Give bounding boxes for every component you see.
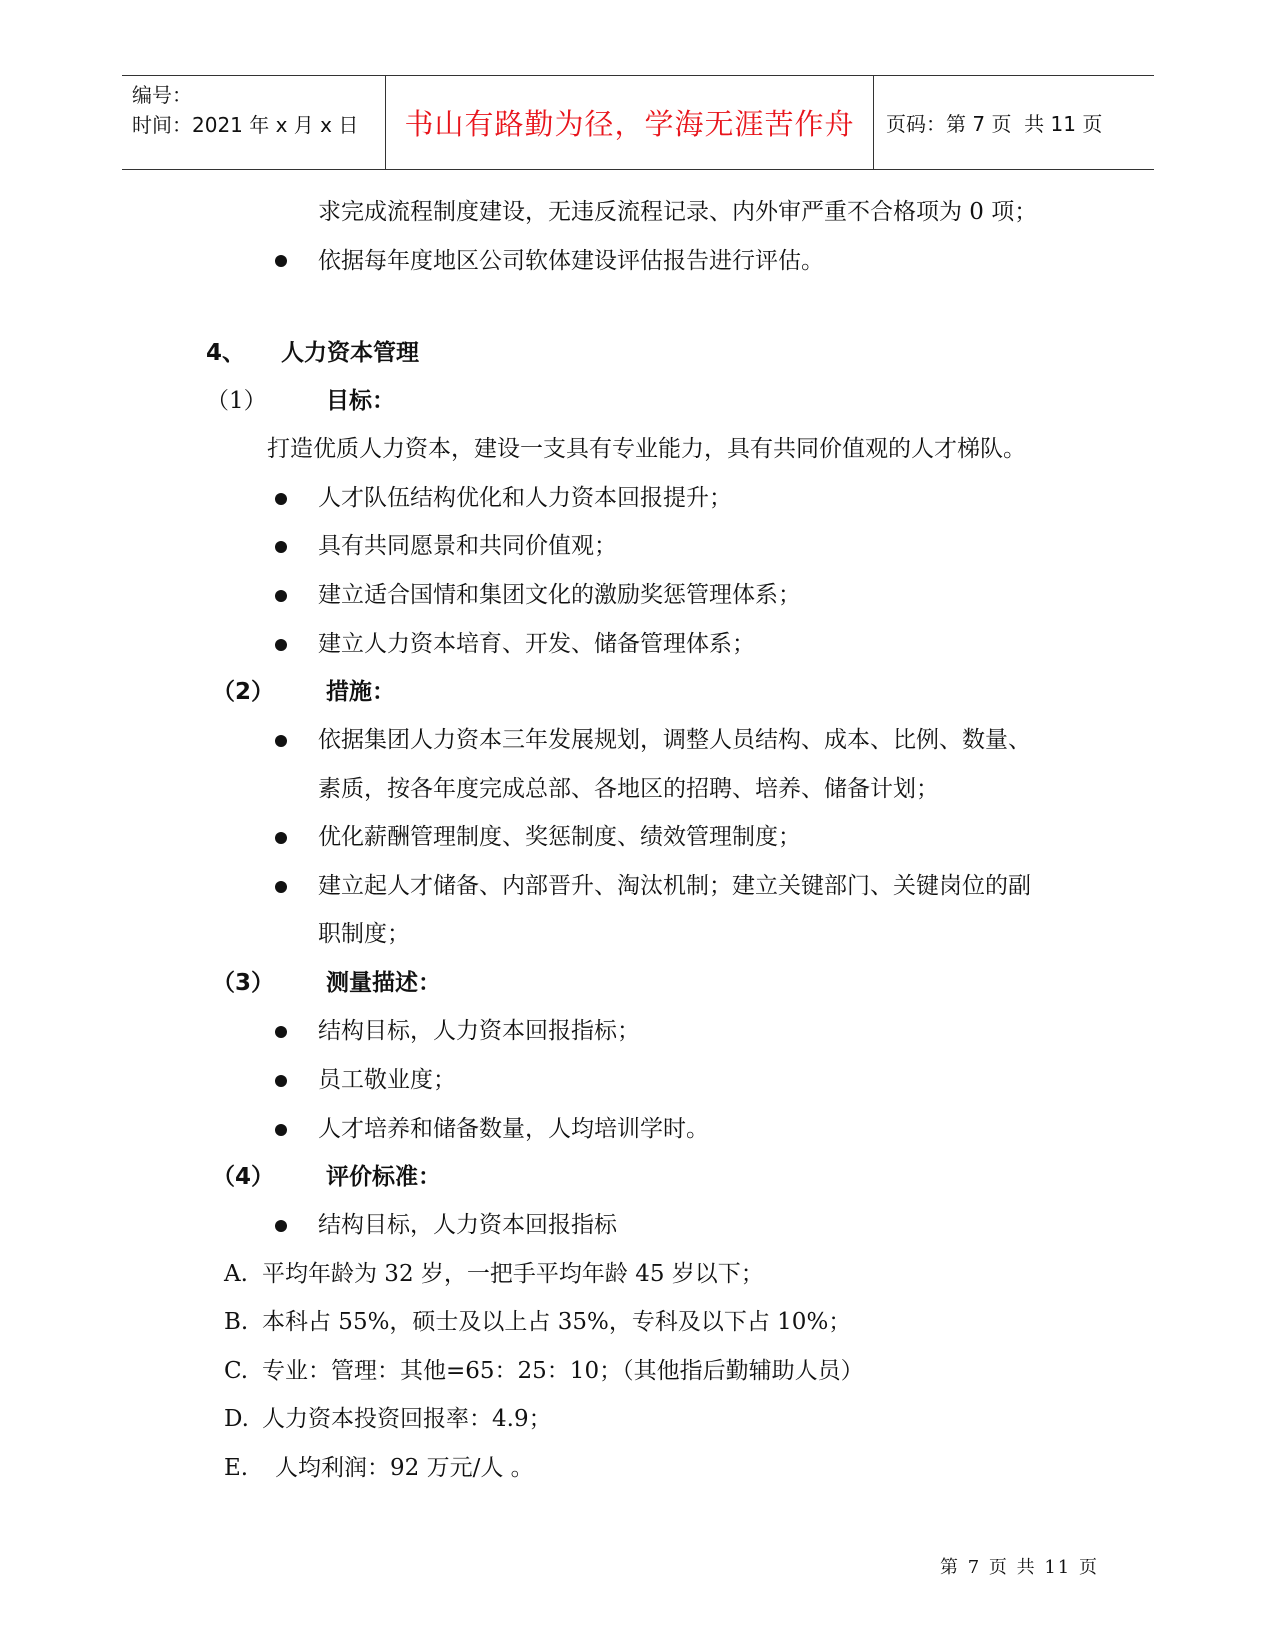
lettered-item-text: 平均年龄为 32 岁，一把手平均年龄 45 岁以下；	[262, 1261, 764, 1287]
section-number: 4、	[206, 340, 246, 366]
subsection-1-intro: 打造优质人力资本，建设一支具有专业能力，具有共同价值观的人才梯队。	[267, 436, 1026, 462]
bullet-icon	[275, 1026, 287, 1038]
subsection-2-title: 措施：	[326, 679, 395, 705]
list-item: 人才培养和储备数量，人均培训学时。	[318, 1116, 709, 1142]
lettered-item-letter: E.	[224, 1455, 249, 1481]
bullet-icon	[275, 832, 287, 844]
motto-text: 书山有路勤为径，学海无涯苦作舟	[404, 107, 855, 141]
time-label: 时间：2021 年 x 月 x 日	[132, 113, 359, 137]
header-page-cell	[874, 76, 1154, 169]
document-header	[122, 75, 1154, 170]
bullet-icon	[275, 541, 287, 553]
subsection-2-number: （2）	[212, 679, 275, 705]
list-item-continuation: 素质，按各年度完成总部、各地区的招聘、培养、储备计划；	[318, 776, 939, 802]
page-footer: 第 7 页 共 11 页	[940, 1557, 1099, 1578]
bullet-icon	[275, 735, 287, 747]
lettered-item-text: 专业：管理：其他=65：25：10；（其他指后勤辅助人员）	[262, 1358, 864, 1384]
subsection-4-number: （4）	[212, 1164, 275, 1190]
list-item: 结构目标，人力资本回报指标；	[318, 1018, 640, 1044]
bullet-icon	[275, 493, 287, 505]
header-left-cell	[122, 76, 385, 169]
bullet-icon	[275, 639, 287, 651]
lettered-item-letter: A.	[224, 1261, 248, 1287]
bullet-icon	[275, 255, 287, 267]
list-item: 依据集团人力资本三年发展规划，调整人员结构、成本、比例、数量、	[318, 727, 1031, 753]
continued-text: 求完成流程制度建设，无违反流程记录、内外审严重不合格项为 0 项；	[318, 199, 1038, 225]
list-item: 建立适合国情和集团文化的激励奖惩管理体系；	[318, 582, 801, 608]
list-item: 具有共同愿景和共同价值观；	[318, 533, 617, 559]
bullet-icon	[275, 590, 287, 602]
bullet-icon	[275, 881, 287, 893]
bullet-icon	[275, 1220, 287, 1232]
lettered-item-letter: D.	[224, 1406, 249, 1432]
list-item: 建立起人才储备、内部晋升、淘汰机制；建立关键部门、关键岗位的副	[318, 873, 1031, 899]
lettered-item-text: 人均利润：92 万元/人 。	[275, 1455, 534, 1481]
bullet-icon	[275, 1124, 287, 1136]
lettered-item-text: 本科占 55%，硕士及以上占 35%，专科及以下占 10%；	[262, 1309, 852, 1335]
header-motto-cell	[385, 76, 874, 169]
lettered-item-letter: B.	[224, 1309, 249, 1335]
subsection-3-title: 测量描述：	[326, 970, 441, 996]
lettered-item-text: 人力资本投资回报率：4.9；	[262, 1406, 552, 1432]
bullet-icon	[275, 1075, 287, 1087]
continued-bullet: 依据每年度地区公司软体建设评估报告进行评估。	[318, 248, 824, 274]
section-title: 人力资本管理	[281, 340, 419, 366]
list-item: 优化薪酬管理制度、奖惩制度、绩效管理制度；	[318, 824, 801, 850]
list-item: 员工敬业度；	[318, 1067, 456, 1093]
list-item: 结构目标，人力资本回报指标	[318, 1212, 617, 1238]
list-item: 建立人力资本培育、开发、储备管理体系；	[318, 631, 755, 657]
subsection-3-number: （3）	[212, 970, 275, 996]
page-label: 页码：第 7 页 共 11 页	[886, 112, 1103, 136]
list-item: 人才队伍结构优化和人力资本回报提升；	[318, 485, 732, 511]
number-label: 编号：	[132, 83, 192, 107]
subsection-4-title: 评价标准：	[326, 1164, 441, 1190]
list-item-continuation: 职制度；	[318, 921, 410, 947]
lettered-item-letter: C.	[224, 1358, 249, 1384]
subsection-1-title: 目标：	[326, 388, 395, 414]
subsection-1-number: （1）	[206, 388, 267, 414]
